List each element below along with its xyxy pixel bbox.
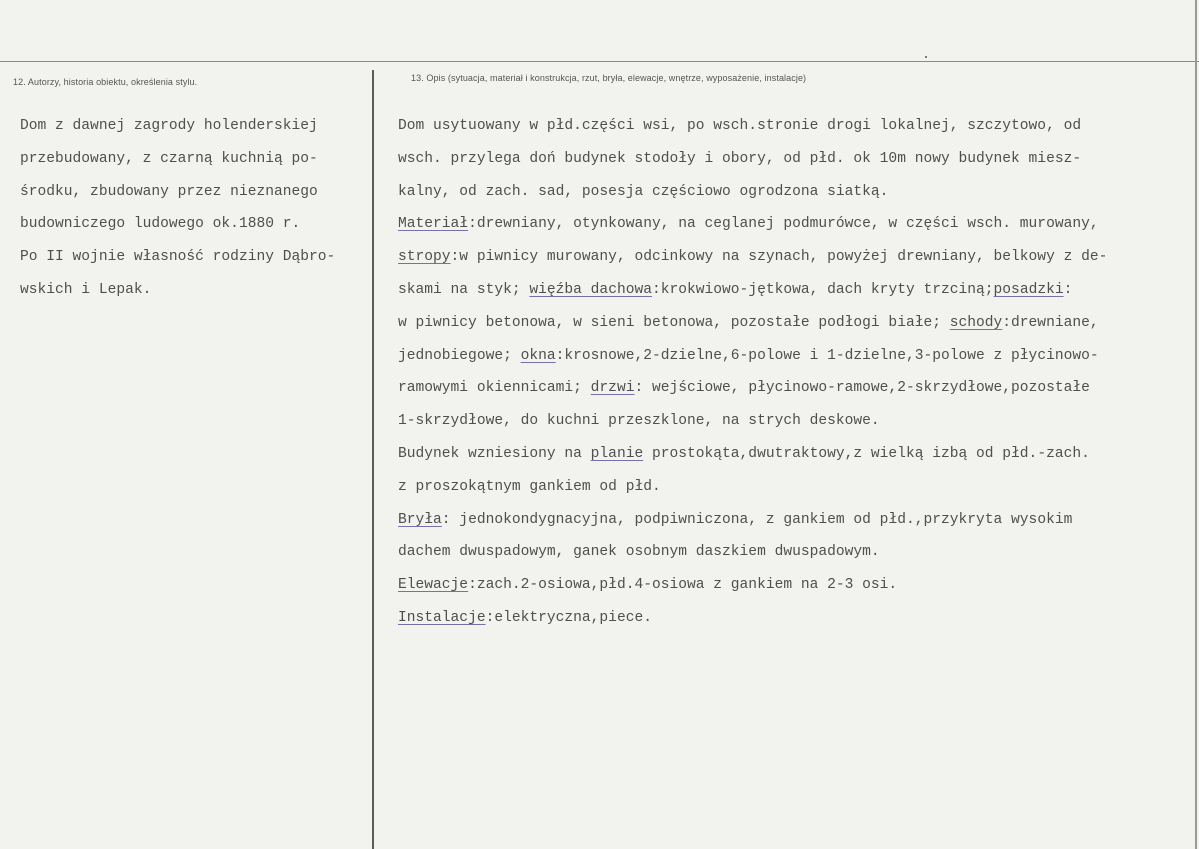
column-divider <box>372 70 374 849</box>
label-elewacje: Elewacje <box>398 577 469 594</box>
label-schody: schody <box>949 314 1003 331</box>
label-okna: okna <box>520 347 556 364</box>
top-rule <box>0 61 1199 62</box>
text-run: jednobiegowe; <box>398 347 521 364</box>
field-13-line <box>398 307 1107 340</box>
field-13-line <box>398 340 1107 373</box>
field-13-line <box>398 405 1107 438</box>
text-run: : jednokondygnacyjna, podpiwniczona, z gankiem od płd.,przykryta wysokim <box>441 511 1073 528</box>
field-13-line <box>398 274 1107 307</box>
text-run: w piwnicy betonowa, w sieni betonowa, pozostałe podłogi białe; <box>398 314 950 331</box>
field-13-line <box>398 569 1107 602</box>
field-12-line: środku, zbudowany przez nieznanego <box>20 183 318 200</box>
label-wiezba-dachowa: więźba dachowa <box>529 281 652 298</box>
field-12-header: 12. Autorzy, historia obiektu, określenia stylu. <box>13 77 198 87</box>
text-run: 1-skrzydłowe, do kuchni przeszklone, na strych deskowe. <box>398 413 880 430</box>
label-material: Materiał <box>398 216 469 233</box>
field-13-line <box>398 208 1107 241</box>
text-run: prostokąta,dwutraktowy,z wielką izbą od płd.-zach. <box>643 445 1090 462</box>
field-13-line <box>398 536 1107 569</box>
label-bryla: Bryła <box>398 511 442 528</box>
field-13-line <box>398 176 1107 209</box>
label-drzwi: drzwi <box>590 380 635 397</box>
label-instalacje: Instalacje <box>398 609 486 626</box>
field-13-line <box>398 241 1107 274</box>
text-run: :krokwiowo-jętkowa, dach kryty trzciną; <box>651 281 994 298</box>
stray-mark <box>925 56 927 58</box>
text-run: Budynek wzniesiony na <box>398 445 591 462</box>
field-12-text <box>20 110 335 307</box>
text-run: kalny, od zach. sad, posesja częściowo ogrodzona siatką. <box>398 183 889 200</box>
field-13-header: 13. Opis (sytuacja, materiał i konstrukcja, rzut, bryła, elewacje, wnętrze, wyposażenie, instalacje) <box>411 73 807 83</box>
text-run: : <box>1063 281 1073 298</box>
text-run: :elektryczna,piece. <box>485 609 652 626</box>
text-run: :zach.2-osiowa,płd.4-osiowa z gankiem na 2-3 osi. <box>468 577 898 594</box>
label-posadzki: posadzki <box>993 281 1064 298</box>
field-12-line: budowniczego ludowego ok.1880 r. <box>20 216 301 233</box>
card-right-edge <box>1195 0 1197 849</box>
label-planie: planie <box>590 445 644 462</box>
field-13-line <box>398 602 1107 635</box>
text-run: wsch. przylega doń budynek stodoły i obory, od płd. ok 10m nowy budynek miesz- <box>398 150 1082 167</box>
text-run: Dom usytuowany w płd.części wsi, po wsch.stronie drogi lokalnej, szczytowo, od <box>398 118 1082 134</box>
field-13-line <box>398 110 1107 143</box>
text-run: z proszokątnym gankiem od płd. <box>398 478 661 495</box>
field-13-line <box>398 143 1107 176</box>
field-13-text <box>398 110 1107 635</box>
label-stropy: stropy <box>398 249 451 266</box>
text-run: dachem dwuspadowym, ganek osobnym daszkiem dwuspadowym. <box>398 544 880 561</box>
text-run: ramowymi okiennicami; <box>398 380 591 397</box>
field-12-line: przebudowany, z czarną kuchnią po- <box>20 150 318 167</box>
field-13-line <box>398 438 1107 471</box>
field-13-line <box>398 471 1107 504</box>
text-run: :drewniany, otynkowany, na ceglanej podmurówce, w części wsch. murowany, <box>468 216 1099 233</box>
text-run: :w piwnicy murowany, odcinkowy na szynach, powyżej drewniany, belkowy z de- <box>450 249 1108 266</box>
text-run: :drewniane, <box>1002 314 1099 331</box>
field-12-line: wskich i Lepak. <box>20 281 152 298</box>
text-run: skami na styk; <box>398 281 530 298</box>
field-12-line: Po II wojnie własność rodziny Dąbro- <box>20 249 336 266</box>
field-12-line: Dom z dawnej zagrody holenderskiej <box>20 118 318 134</box>
field-13-line <box>398 504 1107 537</box>
text-run: :krosnowe,2-dzielne,6-polowe i 1-dzielne,3-polowe z płycinowo- <box>555 347 1099 364</box>
text-run: : wejściowe, płycinowo-ramowe,2-skrzydłowe,pozostałe <box>634 380 1090 397</box>
field-13-line <box>398 372 1107 405</box>
